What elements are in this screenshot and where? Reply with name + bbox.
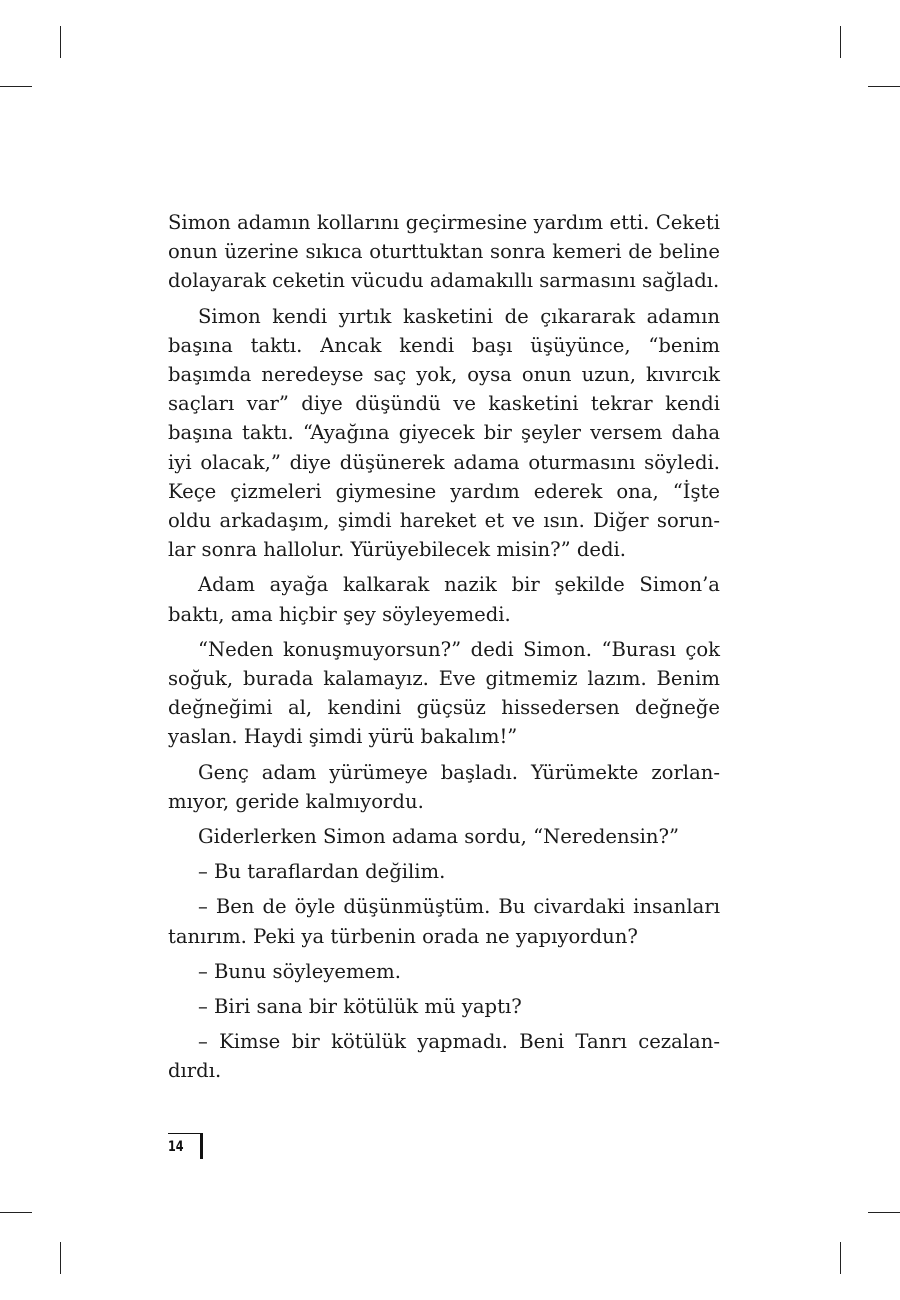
dialogue-line: – Kimse bir kötülük yapmadı. Beni Tanrı cezalandırdı. [168, 1030, 720, 1083]
page-folio [168, 1133, 198, 1157]
crop-mark-bottom-left-vertical [60, 1242, 61, 1274]
crop-mark-bottom-left-horizontal [0, 1212, 32, 1213]
page-number: 14 [168, 1139, 184, 1155]
dialogue-line: – Bu taraflardan değilim. [198, 860, 446, 884]
crop-mark-top-right-vertical [840, 26, 841, 58]
paragraph: Simon adamın kollarını geçirmesine yardım etti. Ceketi onun üzerine sıkıca oturttuktan sonra kemeri de beline dolayarak ceketin vücudu adamakıllı sarmasını sağladı. [168, 211, 720, 293]
body-text [168, 208, 720, 1092]
crop-mark-top-left-vertical [60, 26, 61, 58]
crop-mark-bottom-right-vertical [840, 1242, 841, 1274]
crop-mark-bottom-right-horizontal [868, 1212, 900, 1213]
paragraph: Genç adam yürümeye başladı. Yürümekte zorlanmıyor, geride kalmıyordu. [168, 760, 720, 813]
crop-mark-top-right-horizontal [868, 86, 900, 87]
folio-rule-vertical [200, 1133, 203, 1159]
paragraph: “Neden konuşmuyorsun?” dedi Simon. “Burası çok soğuk, burada kalamayız. Eve gitmemiz lazım. Benim değneğimi al, kendini güçsüz hissedersen değneğe yaslan. Haydi şimdi yürü bakalım!” [168, 637, 720, 749]
dialogue-line: – Bunu söyleyemem. [198, 959, 401, 983]
paragraph: Giderlerken Simon adama sordu, “Neredensin?” [198, 825, 680, 849]
crop-mark-top-left-horizontal [0, 86, 32, 87]
paragraph: Adam ayağa kalkarak nazik bir şekilde Simon’a baktı, ama hiçbir şey söyleyemedi. [168, 573, 720, 626]
paragraph: Simon kendi yırtık kasketini de çıkararak adamın başına taktı. Ancak kendi başı üşüyünce, “benim başımda neredeyse saç yok, oysa onun uzun, kıvırcık saçları var” diye düşündü ve kasketini tekrar kendi başına taktı. “Ayağına giyecek bir şeyler versem daha iyi olacak,” diye düşünerek adama oturmasını söyledi. Keçe çizmeleri giymesine yardım ederek ona, “İşte oldu arkadaşım, şimdi hareket et ve ısın. Diğer sorunlar sonra hallolur. Yürüyebilecek misin?” dedi. [168, 304, 720, 562]
dialogue-line: – Biri sana bir kötülük mü yaptı? [198, 995, 522, 1019]
folio-rule-horizontal [168, 1133, 202, 1134]
dialogue-line: – Ben de öyle düşünmüştüm. Bu civardaki insanları tanırım. Peki ya türbenin orada ne yapıyordun? [168, 895, 720, 948]
